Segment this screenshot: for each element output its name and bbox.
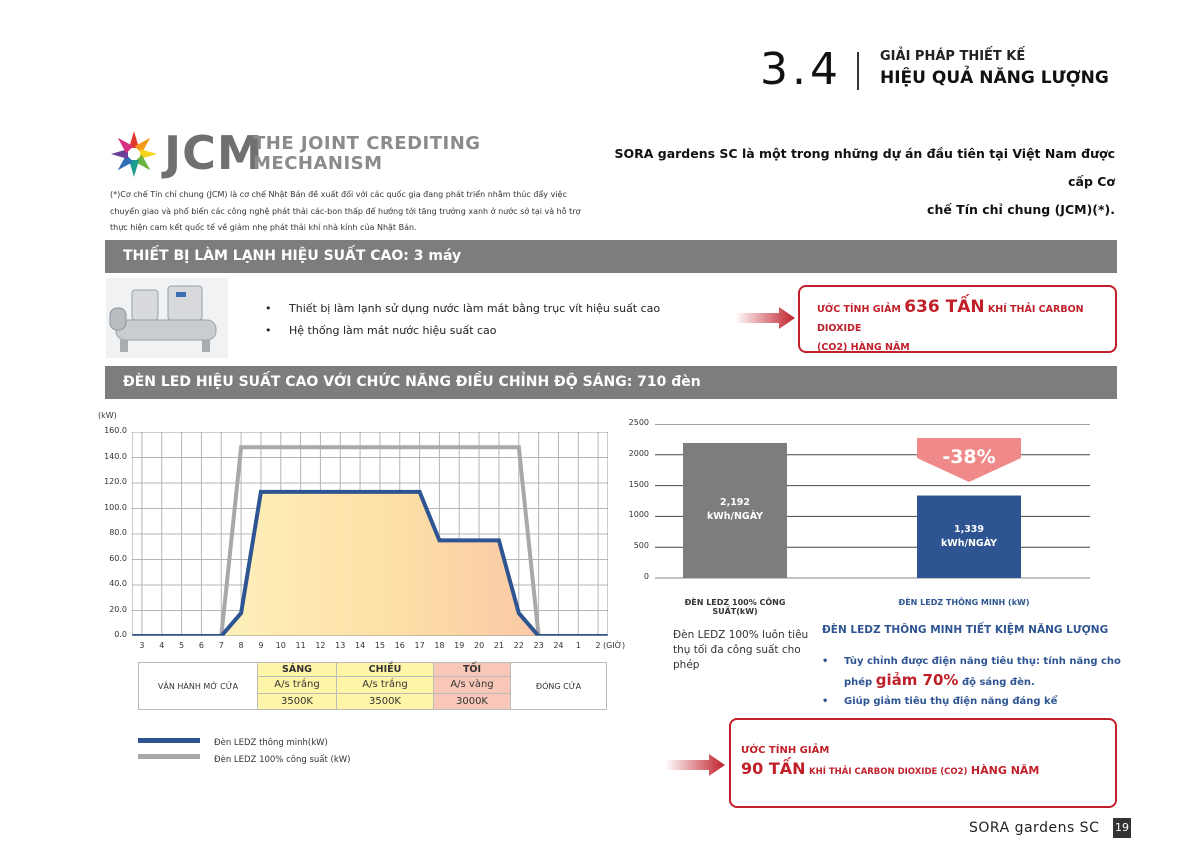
chart1-xtick: 23 bbox=[533, 641, 544, 650]
section-number: 3.4 bbox=[760, 44, 842, 95]
bar-value-label: 2,192 bbox=[719, 497, 751, 509]
chart1-xtick: 15 bbox=[374, 641, 385, 650]
bar-category-smart: ĐÈN LEDZ THÔNG MINH (kW) bbox=[898, 598, 1030, 607]
chart1-xtick: 21 bbox=[493, 641, 504, 650]
intro-line1: SORA gardens SC là một trong những dự án đầu tiên tại Việt Nam được cấp Cơ bbox=[614, 146, 1115, 189]
footer-project-name: SORA gardens SC bbox=[969, 820, 1100, 836]
table-close-label: ĐÓNG CỬA bbox=[511, 663, 607, 710]
chart1-xtick: 7 bbox=[218, 641, 224, 650]
chart1-xtick: 5 bbox=[179, 641, 185, 650]
table-period-afternoon: CHIỀU bbox=[337, 663, 434, 677]
chart1-ytick: 160.0 bbox=[104, 426, 127, 435]
chart1-ytick: 80.0 bbox=[109, 528, 127, 537]
chart1-ytick: 40.0 bbox=[109, 579, 127, 588]
chart2-ytick: 2000 bbox=[628, 448, 649, 458]
chart2-ytick: 1000 bbox=[628, 510, 649, 520]
power-line-chart bbox=[132, 432, 608, 636]
jcm-star-logo-icon bbox=[110, 130, 158, 178]
bullet-dot: • bbox=[265, 302, 272, 315]
page-number: 19 bbox=[1113, 818, 1131, 838]
chart1-xtick: 3 bbox=[139, 641, 145, 650]
chart1-xtick: 8 bbox=[238, 641, 244, 650]
chiller-bullet-1: • Thiết bị làm lạnh sử dụng nước làm mát bằng trục vít hiệu suất cao bbox=[265, 298, 660, 320]
ledz100-note: Đèn LEDZ 100% luôn tiêu thụ tối đa công suất cho phép bbox=[673, 629, 809, 671]
legend-full-label: Đèn LEDZ 100% công suất (kW) bbox=[214, 755, 351, 765]
section-title-line2: HIỆU QUẢ NĂNG LƯỢNG bbox=[880, 68, 1109, 88]
legend-full-swatch bbox=[138, 754, 200, 759]
red-arrow-icon bbox=[665, 754, 725, 776]
table-period-morning: SÁNG bbox=[258, 663, 337, 677]
chart1-xtick: 16 bbox=[394, 641, 405, 650]
chart1-xtick: 12 bbox=[315, 641, 326, 650]
chart1-xtick: 18 bbox=[434, 641, 445, 650]
chart1-xtick: 9 bbox=[258, 641, 264, 650]
chart1-xtick: 6 bbox=[198, 641, 204, 650]
chart1-xtick: 17 bbox=[414, 641, 425, 650]
chart1-ylabel: (kW) bbox=[98, 411, 117, 420]
chart1-xtick: 20 bbox=[473, 641, 485, 650]
led-savings-amount: 90 TẤN bbox=[741, 759, 806, 778]
chart2-ytick: 0 bbox=[643, 572, 649, 581]
chart1-ytick: 60.0 bbox=[109, 553, 127, 563]
legend-smart-swatch bbox=[138, 738, 200, 743]
led-savings-box: ƯỚC TÍNH GIẢM 90 TẤN KHÍ THẢI CARBON DIOXIDE (CO2) HÀNG NĂM bbox=[729, 718, 1117, 808]
smart-led-bullets: • Tùy chỉnh được điện năng tiêu thụ: tính năng cho phép giảm 70% độ sáng đèn. • Giúp giảm tiêu thụ điện năng đáng kể bbox=[822, 656, 1121, 707]
jcm-logo-text: JCM bbox=[164, 126, 264, 180]
led-section-bar: ĐÈN LED HIỆU SUẤT CAO VỚI CHỨC NĂNG ĐIỀU CHỈNH ĐỘ SÁNG: 710 đèn bbox=[105, 366, 1117, 399]
jcm-logo-line1: THE JOINT CREDITING bbox=[253, 133, 481, 154]
bar-category-full: ĐÈN LEDZ 100% CÔNG SUẤT(kW) bbox=[684, 598, 786, 616]
bar-value-label: 1,339 bbox=[953, 523, 985, 535]
section-title-line1: GIẢI PHÁP THIẾT KẾ bbox=[880, 49, 1026, 64]
chart1-xlabel: (GIỜ) bbox=[603, 641, 626, 650]
reduction-percent-label: -38% bbox=[942, 446, 996, 468]
chiller-machine-image bbox=[106, 278, 228, 358]
table-open-label: VẬN HÀNH MỞ CỬA bbox=[139, 663, 258, 710]
jcm-footnote: (*)Cơ chế Tín chỉ chung (JCM) là cơ chế Nhật Bản đề xuất đối với các quốc gia đang phát triển nhằm thúc đẩy việc chuyển giao và phổ biến các công nghệ phát thải các-bon thấp để hướng tới tăng trưởng xanh ở nước sở tại và hỗ trợ thực hiện cam kết quốc tế về giảm nhẹ phát thải khí nhà kính của Nhật Bản. bbox=[110, 190, 581, 232]
chart1-ytick: 0.0 bbox=[114, 630, 127, 639]
chiller-bullets bbox=[265, 298, 660, 342]
chart1-xtick: 2 bbox=[595, 641, 601, 650]
legend-smart-label: Đèn LEDZ thông minh(kW) bbox=[214, 738, 328, 748]
operation-schedule-table: VẬN HÀNH MỞ CỬA SÁNG CHIỀU TỐI ĐÓNG CỬA A/s trắng A/s trắng A/s vàng 3500K 3500K 3000K bbox=[138, 662, 607, 710]
bullet-dot: • bbox=[265, 324, 272, 337]
chart1-ytick: 120.0 bbox=[104, 477, 127, 486]
chiller-bullet-2: • Hệ thống làm mát nước hiệu suất cao bbox=[265, 320, 660, 342]
bar-unit-label: kWh/NGÀY bbox=[706, 511, 764, 523]
chiller-section-bar: THIẾT BỊ LÀM LẠNH HIỆU SUẤT CAO: 3 máy bbox=[105, 240, 1117, 273]
chart1-xtick: 14 bbox=[354, 641, 366, 650]
chart1-xtick: 19 bbox=[454, 641, 465, 650]
bar-unit-label: kWh/NGÀY bbox=[940, 537, 998, 549]
chart1-ytick: 100.0 bbox=[104, 502, 127, 512]
intro-line2: chế Tín chỉ chung (JCM)(*). bbox=[927, 202, 1115, 217]
chart1-xtick: 22 bbox=[513, 641, 524, 650]
intro-text bbox=[600, 140, 1115, 224]
chart1-xtick: 11 bbox=[295, 641, 306, 650]
chiller-savings-amount: 636 TẤN bbox=[904, 297, 985, 317]
chart2-ytick: 1500 bbox=[628, 479, 649, 489]
chart2-ytick: 2500 bbox=[628, 418, 649, 427]
chart1-ytick: 140.0 bbox=[104, 451, 127, 461]
chart1-xtick: 24 bbox=[553, 641, 564, 650]
chart1-ytick: 20.0 bbox=[109, 604, 127, 614]
chiller-savings-box: ƯỚC TÍNH GIẢM 636 TẤN KHÍ THẢI CARBON DIOXIDE (CO2) HÀNG NĂM bbox=[798, 285, 1117, 353]
chart2-ytick: 500 bbox=[633, 541, 649, 551]
chart1-xtick: 13 bbox=[335, 641, 346, 650]
smart-led-title: ĐÈN LEDZ THÔNG MINH TIẾT KIỆM NĂNG LƯỢNG bbox=[822, 624, 1109, 636]
chart1-xtick: 4 bbox=[159, 641, 165, 650]
red-arrow-icon bbox=[735, 307, 795, 329]
header-divider bbox=[857, 52, 859, 90]
dimming-percent: giảm 70% bbox=[875, 671, 959, 689]
chart1-xtick: 10 bbox=[275, 641, 286, 650]
chart1-xtick: 1 bbox=[575, 641, 581, 650]
table-period-evening: TỐI bbox=[434, 663, 511, 677]
jcm-logo-line2: MECHANISM bbox=[253, 153, 383, 174]
